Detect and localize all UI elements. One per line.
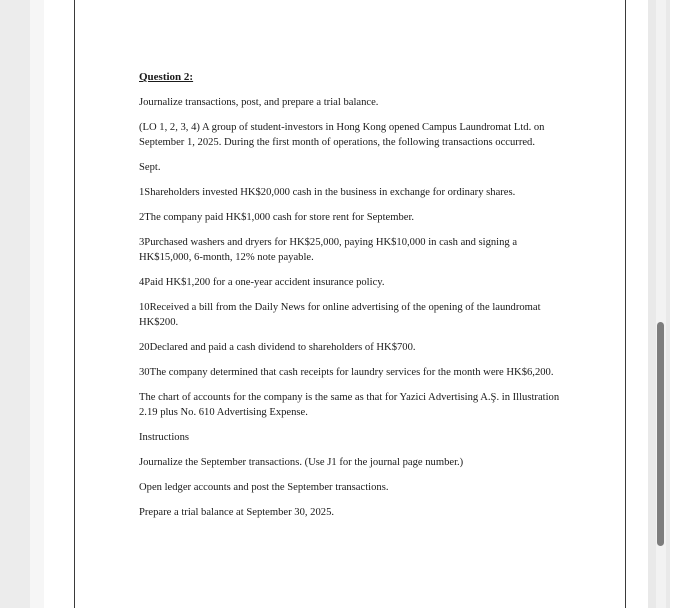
transaction-4: 4Paid HK$1,200 for a one-year accident insurance policy. [139,277,385,288]
page-content [139,70,569,530]
transaction-10: 10Received a bill from the Daily News for online advertising of the opening of the laundromat HK$200. [139,302,541,328]
instructions-heading: Instructions [139,432,190,443]
left-gutter-inner [30,0,44,608]
instruction-intro: Journalize transactions, post, and prepare a trial balance. [139,97,379,108]
instruction-trial-balance: Prepare a trial balance at September 30, 2025. [139,507,335,518]
instruction-ledger: Open ledger accounts and post the September transactions. [139,482,389,493]
transaction-20: 20Declared and paid a cash dividend to shareholders of HK$700. [139,342,416,353]
document-page [74,0,626,608]
problem-statement: (LO 1, 2, 3, 4) A group of student-investors in Hong Kong opened Campus Laundromat Ltd. on September 1, 2025. During the first month of operations, the following transactions occurred. [139,122,545,148]
transaction-30: 30The company determined that cash receipts for laundry services for the month were HK$6,200. [139,367,554,378]
chart-of-accounts-note: The chart of accounts for the company is the same as that for Yazici Advertising A.Ş. in Illustration 2.19 plus No. 610 Advertising Expense. [139,392,560,418]
transaction-1: 1Shareholders invested HK$20,000 cash in the business in exchange for ordinary shares. [139,187,516,198]
transaction-2: 2The company paid HK$1,000 cash for store rent for September. [139,212,415,223]
transaction-3: 3Purchased washers and dryers for HK$25,000, paying HK$10,000 in cash and signing a HK$15,000, 6-month, 12% note payable. [139,237,518,263]
scrollbar-thumb[interactable] [657,322,664,546]
instruction-journalize: Journalize the September transactions. (Use J1 for the journal page number.) [139,457,464,468]
month-label: Sept. [139,162,161,173]
question-heading: Question 2: [139,71,194,83]
